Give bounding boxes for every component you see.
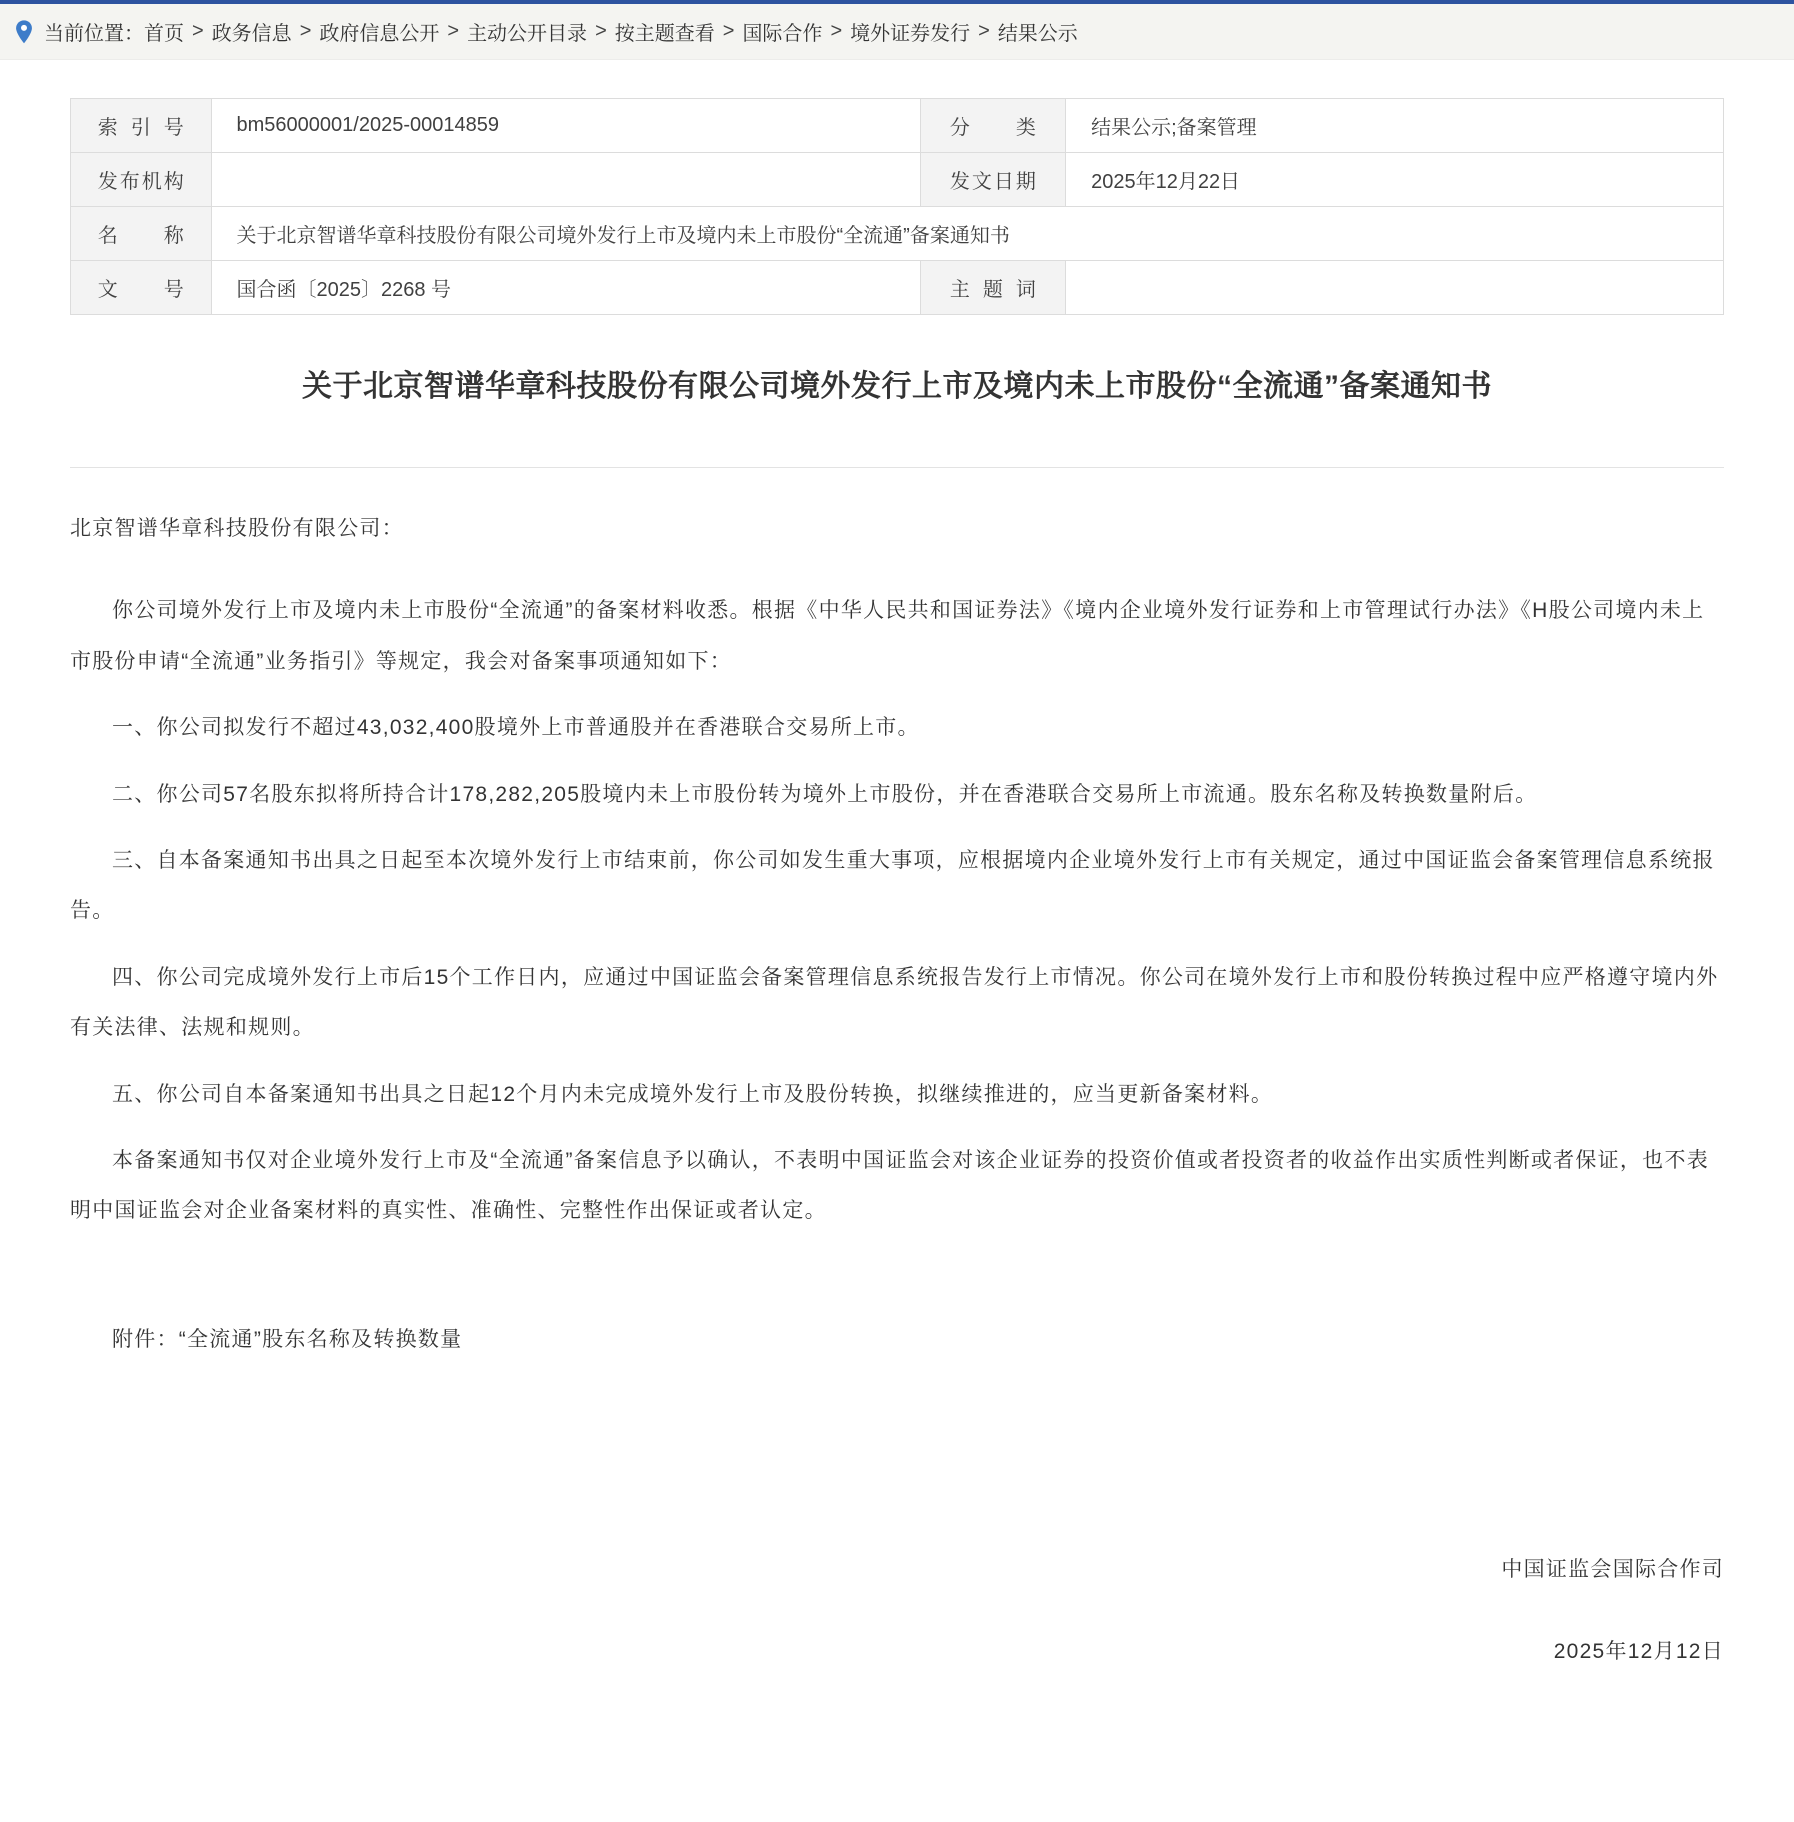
paragraph-item-2: 二、你公司57名股东拟将所持合计178,282,205股境内未上市股份转为境外上市股份，并在香港联合交易所上市流通。股东名称及转换数量附后。 [112, 782, 1538, 806]
meta-row-name [71, 207, 1724, 261]
attachment-link[interactable]: 附件：“全流通”股东名称及转换数量 [112, 1327, 463, 1351]
meta-row-issuer-date [71, 153, 1724, 207]
breadcrumb [0, 4, 1794, 60]
signing-department: 中国证监会国际合作司 [1501, 1558, 1724, 1582]
meta-value-subject-words [1066, 261, 1724, 315]
breadcrumb-item-by-topic[interactable]: 按主题查看 [614, 23, 715, 45]
breadcrumb-separator: > [722, 20, 735, 42]
main-content [0, 98, 1794, 1696]
document-body [70, 504, 1724, 1696]
attachment-line [70, 1315, 1724, 1365]
breadcrumb-separator: > [830, 20, 843, 42]
paragraph-item-1: 一、你公司拟发行不超过43,032,400股境外上市普通股并在香港联合交易所上市。 [112, 716, 920, 740]
signing-date: 2025年12月12日 [1553, 1640, 1724, 1664]
breadcrumb-item-result-publicity[interactable]: 结果公示 [997, 23, 1078, 45]
meta-value-category: 结果公示;备案管理 [1066, 99, 1724, 153]
meta-label-subject-words: 主题词 [920, 261, 1065, 315]
salutation: 北京智谱华章科技股份有限公司： [70, 517, 404, 540]
breadcrumb-item-intl-cooperation[interactable]: 国际合作 [742, 23, 823, 45]
breadcrumb-item-gov-info[interactable]: 政务信息 [211, 23, 292, 45]
breadcrumb-separator: > [192, 20, 204, 42]
paragraph-item-3: 三、自本备案通知书出具之日起至本次境外发行上市结束前，你公司如发生重大事项，应根据境内企业境外发行上市有关规定，通过中国证监会备案管理信息系统报告。 [70, 848, 1715, 923]
breadcrumb-item-info-disclosure[interactable]: 政府信息公开 [319, 23, 440, 45]
title-divider [70, 467, 1724, 468]
meta-label-index-number: 索引号 [71, 99, 212, 153]
breadcrumb-separator: > [299, 20, 312, 42]
meta-row-index-category [71, 99, 1724, 153]
breadcrumb-separator: > [978, 20, 990, 42]
location-pin-icon [14, 19, 34, 45]
breadcrumb-item-home[interactable]: 首页 [144, 23, 184, 45]
meta-label-issue-date: 发文日期 [920, 153, 1065, 207]
meta-label-document-number: 文号 [71, 261, 212, 315]
meta-value-issuing-agency [211, 153, 920, 207]
meta-value-name: 关于北京智谱华章科技股份有限公司境外发行上市及境内未上市股份“全流通”备案通知书 [211, 207, 1724, 261]
breadcrumb-separator: > [447, 20, 460, 42]
breadcrumb-prefix: 当前位置： [44, 23, 144, 45]
paragraph-item-4: 四、你公司完成境外发行上市后15个工作日内，应通过中国证监会备案管理信息系统报告发行上市情况。你公司在境外发行上市和股份转换过程中应严格遵守境内外有关法律、法规和规则。 [70, 965, 1719, 1040]
meta-label-issuing-agency: 发布机构 [71, 153, 212, 207]
paragraph-item-5: 五、你公司自本备案通知书出具之日起12个月内未完成境外发行上市及股份转换，拟继续推进的，应当更新备案材料。 [112, 1082, 1274, 1106]
breadcrumb-item-overseas-issuance[interactable]: 境外证券发行 [850, 23, 971, 45]
breadcrumb-item-active-catalog[interactable]: 主动公开目录 [467, 23, 588, 45]
document-meta-table [70, 98, 1724, 315]
meta-row-docno-subject [71, 261, 1724, 315]
breadcrumb-separator: > [595, 20, 607, 42]
meta-value-issue-date: 2025年12月22日 [1066, 153, 1724, 207]
meta-value-document-number: 国合函〔2025〕2268 号 [211, 261, 920, 315]
meta-label-category: 分类 [920, 99, 1065, 153]
meta-label-name: 名称 [71, 207, 212, 261]
paragraph-disclaimer: 本备案通知书仅对企业境外发行上市及“全流通”备案信息予以确认，不表明中国证监会对该企业证券的投资价值或者投资者的收益作出实质性判断或者保证，也不表明中国证监会对企业备案材料的真实性、准确性、完整性作出保证或者认定。 [70, 1148, 1709, 1223]
paragraph-intro: 你公司境外发行上市及境内未上市股份“全流通”的备案材料收悉。根据《中华人民共和国证券法》《境内企业境外发行证券和上市管理试行办法》《H股公司境内未上市股份申请“全流通”业务指引》等规定，我会对备案事项通知如下： [70, 599, 1705, 673]
page-title: 关于北京智谱华章科技股份有限公司境外发行上市及境内未上市股份“全流通”备案通知书 [302, 370, 1492, 403]
meta-value-index-number: bm56000001/2025-00014859 [211, 99, 920, 153]
